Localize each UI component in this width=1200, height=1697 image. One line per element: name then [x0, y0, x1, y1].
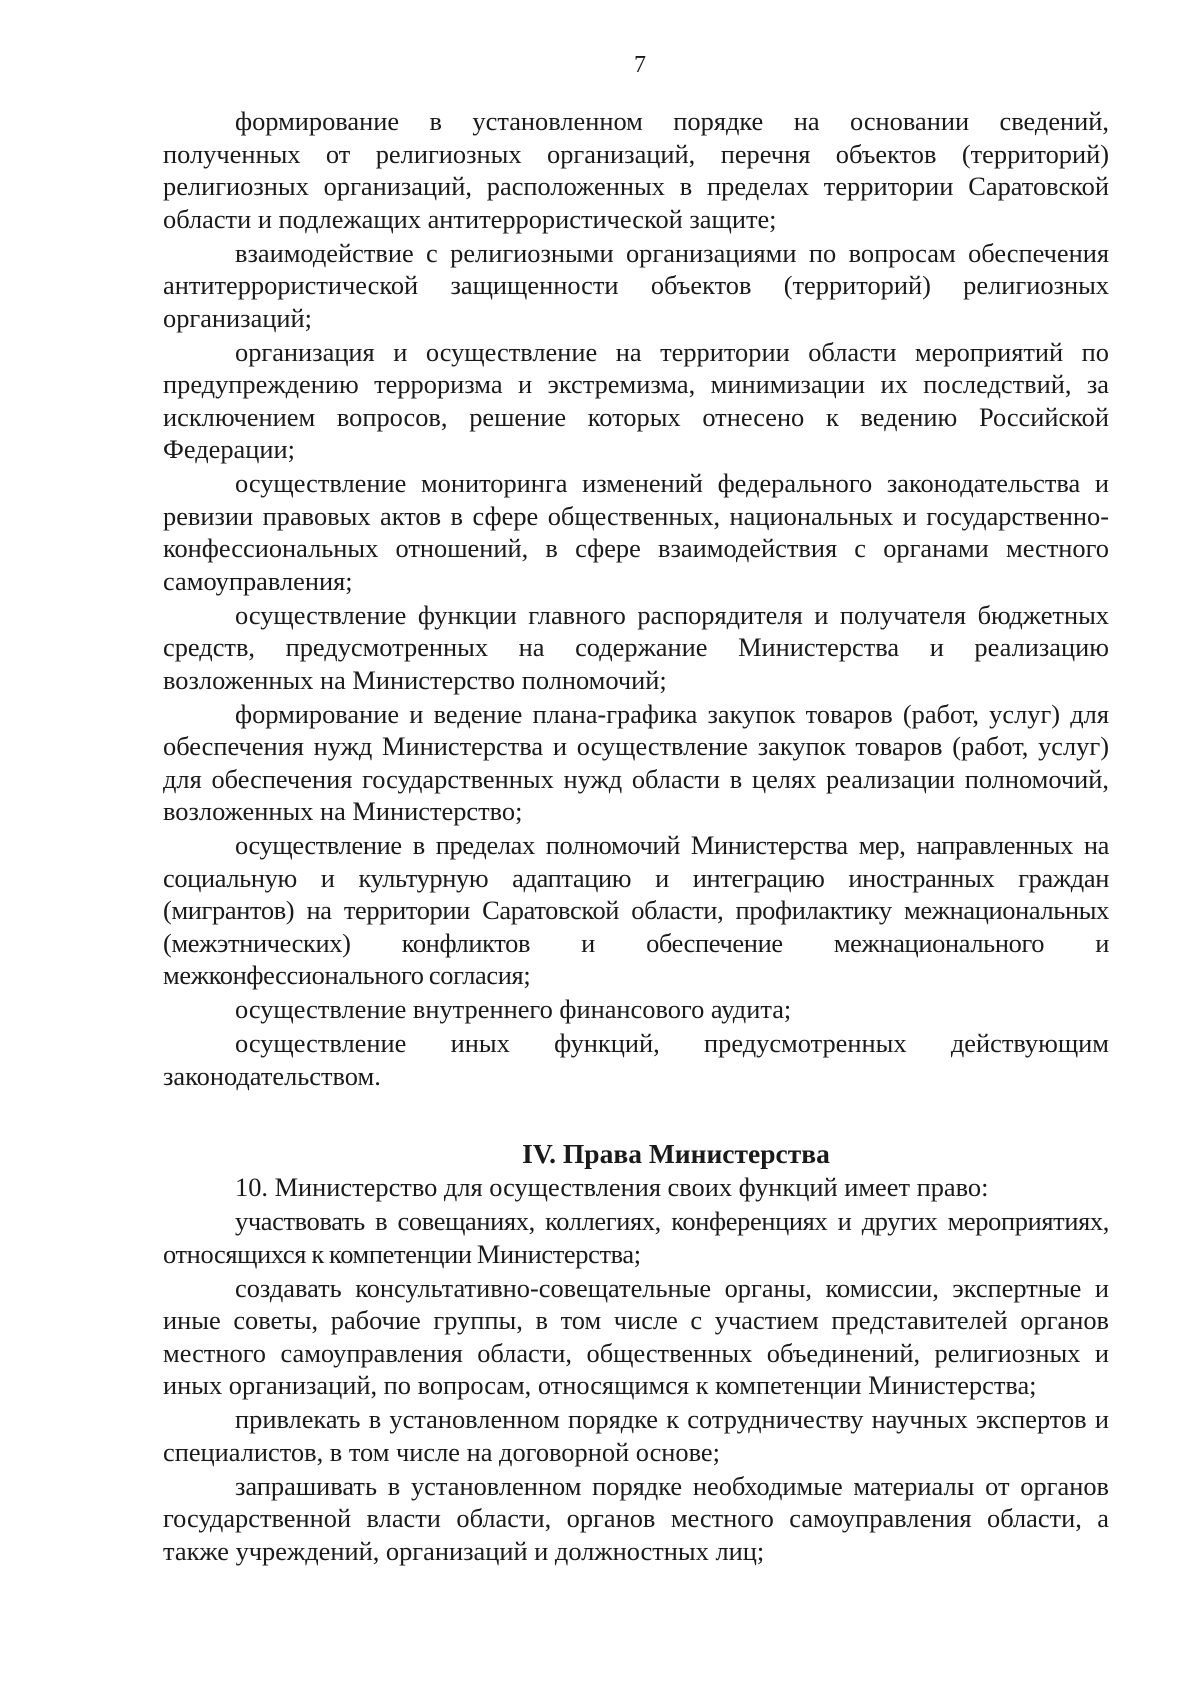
paragraph-rights-intro: 10. Министерство для осуществления своих функций имеет право: — [235, 1172, 989, 1202]
document-body — [163, 105, 1109, 1569]
paragraph-religious-interaction: взаимодействие с религиозными организациями по вопросам обеспечения антитеррористической защищенности объектов (территорий) религиозных организаций; — [163, 237, 1109, 333]
paragraph-right-request-materials: запрашивать в установленном порядке необходимые материалы от органов государственной власти области, органов местного самоуправления области, а также учреждений, организаций и должностных лиц; — [163, 1470, 1109, 1566]
paragraph-right-attract-experts: привлекать в установленном порядке к сотрудничеству научных экспертов и специалистов, в том числе на договорной основе; — [163, 1404, 1109, 1467]
paragraph-budget-functions: осуществление функции главного распорядителя и получателя бюджетных средств, предусмотренных на содержание Министерства и реализацию возложенных на Министерство полномочий; — [163, 599, 1109, 695]
page-number: 7 — [634, 52, 646, 78]
paragraph-internal-audit: осуществление внутреннего финансового аудита; — [235, 994, 792, 1024]
paragraph-terrorism-prevention: организация и осуществление на территории области мероприятий по предупреждению терроризма и экстремизма, минимизации их последствий, за исключением вопросов, решение которых отнесено к ведению Российской Федерации; — [163, 336, 1109, 464]
paragraph-right-create-bodies: создавать консультативно-совещательные органы, комиссии, экспертные и иные советы, рабочие группы, в том числе с участием представителей органов местного самоуправления области, общественных объединений, религиозных и иных организаций, по вопросам, относящимся к компетенции Министерства; — [163, 1272, 1109, 1400]
paragraph-other-functions: осуществление иных функций, предусмотренных действующим законодательством. — [163, 1028, 1109, 1091]
paragraph-right-participate: участвовать в совещаниях, коллегиях, конференциях и других мероприятиях, относящихся к компетенции Министерства; — [163, 1206, 1109, 1269]
paragraph-procurement: формирование и ведение плана-графика закупок товаров (работ, услуг) для обеспечения нужд Министерства и осуществление закупок товаров (работ, услуг) для обеспечения государственных нужд области в целях реализации полномочий, возложенных на Министерство; — [163, 698, 1109, 826]
paragraph-religious-objects-list: формирование в установленном порядке на основании сведений, полученных от религиозных организаций, перечня объектов (территорий) религиозных организаций, расположенных в пределах территории Саратовской области и подлежащих антитеррористической защите; — [163, 106, 1109, 234]
section-heading: IV. Права Министерства — [522, 1138, 830, 1169]
paragraph-legislation-monitoring: осуществление мониторинга изменений федерального законодательства и ревизии правовых актов в сфере общественных, национальных и государственно-конфессиональных отношений, в сфере взаимодействия с органами местного самоуправления; — [163, 468, 1109, 596]
paragraph-migrant-adaptation: осуществление в пределах полномочий Министерства мер, направленных на социальную и культурную адаптацию и интеграцию иностранных граждан (мигрантов) на территории Саратовской области, профилактику межнациональных (межэтнических) конфликтов и обеспечение межнационального и межконфессионального согласия; — [163, 830, 1109, 990]
